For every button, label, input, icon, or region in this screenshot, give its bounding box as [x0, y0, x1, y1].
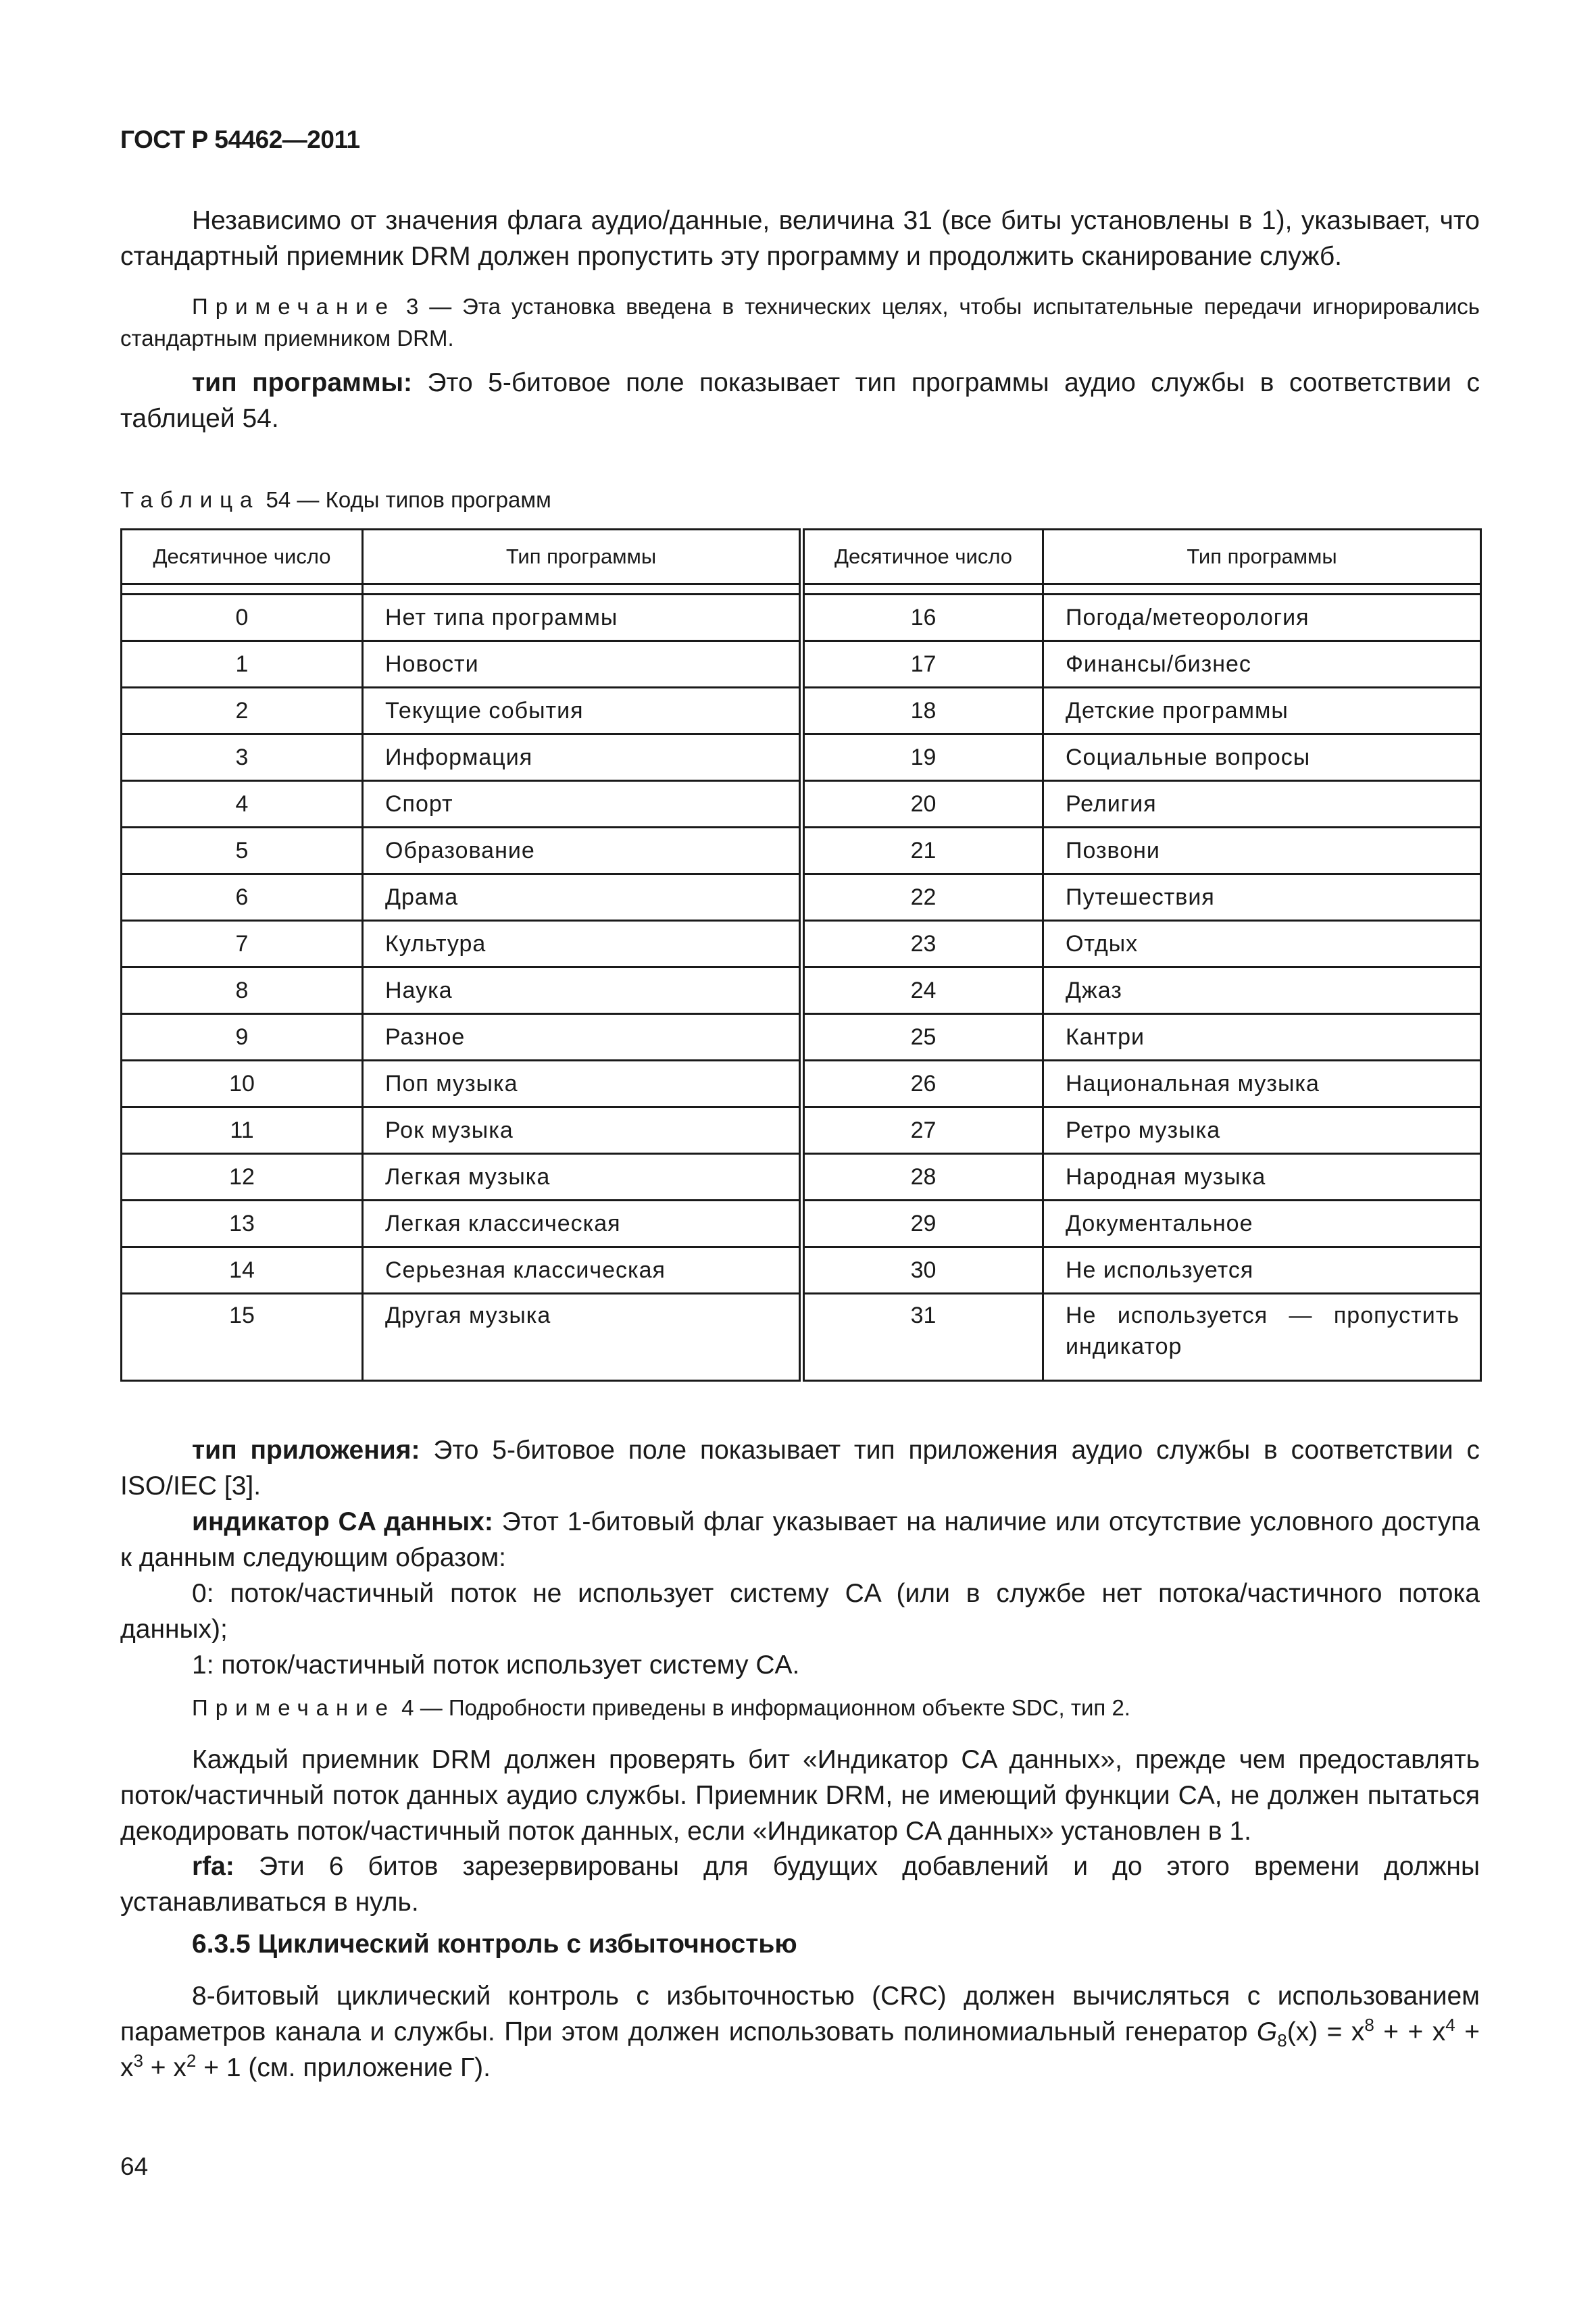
- formula-part: + 1 (см. приложение Г).: [196, 2053, 491, 2082]
- table-row: [122, 1201, 1481, 1247]
- note-4: [120, 1692, 1480, 1724]
- type-cell: Серьезная классическая: [363, 1247, 802, 1294]
- program-type-paragraph: [120, 365, 1480, 436]
- code-cell: 21: [802, 828, 1043, 874]
- code-cell: 3: [122, 734, 363, 781]
- code-cell: 30: [802, 1247, 1043, 1294]
- ca-option-0: 0: поток/частичный поток не использует систему CA (или в службе нет потока/частичного потока данных);: [120, 1579, 1480, 1644]
- note-3: [120, 291, 1480, 354]
- table-header-cell: Тип программы: [1043, 530, 1481, 584]
- code-cell: 16: [802, 595, 1043, 641]
- table-row: [122, 1154, 1481, 1201]
- formula-exp: 2: [186, 2051, 197, 2071]
- table-row: [122, 967, 1481, 1014]
- formula-exp: 8: [1364, 2015, 1374, 2035]
- table-row: [122, 874, 1481, 921]
- code-cell: 1: [122, 641, 363, 688]
- table-row: [122, 921, 1481, 967]
- rfa-text: Эти 6 битов зарезервированы для будущих добавлений и до этого времени должны устанавливаться в нуль.: [120, 1852, 1480, 1917]
- type-cell: Социальные вопросы: [1043, 734, 1481, 781]
- code-cell: 2: [122, 688, 363, 734]
- note-4-text: 4 — Подробности приведены в информационном объекте SDC, тип 2.: [395, 1695, 1130, 1720]
- type-cell: Религия: [1043, 781, 1481, 828]
- ca-indicator-paragraph: [120, 1504, 1480, 1576]
- type-cell: Национальная музыка: [1043, 1061, 1481, 1107]
- type-cell: Текущие события: [363, 688, 802, 734]
- app-type-text: Это 5-битовое поле показывает тип приложения аудио службы в соответствии с ISO/IEC [3].: [120, 1436, 1480, 1501]
- table-row: [122, 1014, 1481, 1061]
- table-row: [122, 641, 1481, 688]
- type-cell: Поп музыка: [363, 1061, 802, 1107]
- program-type-term: тип программы:: [192, 368, 413, 397]
- type-cell: Наука: [363, 967, 802, 1014]
- table-header-cell: Десятичное число: [802, 530, 1043, 584]
- type-cell: Образование: [363, 828, 802, 874]
- document-header: ГОСТ Р 54462—2011: [120, 126, 360, 153]
- type-cell: Разное: [363, 1014, 802, 1061]
- type-cell: Нет типа программы: [363, 595, 802, 641]
- code-cell: 27: [802, 1107, 1043, 1154]
- code-cell: 11: [122, 1107, 363, 1154]
- type-cell: Рок музыка: [363, 1107, 802, 1154]
- formula-exp: 4: [1445, 2015, 1455, 2035]
- code-cell: 15: [122, 1294, 363, 1381]
- table-row: [122, 1107, 1481, 1154]
- code-cell: 14: [122, 1247, 363, 1294]
- formula-exp: 3: [133, 2051, 143, 2071]
- code-cell: 17: [802, 641, 1043, 688]
- code-cell: 6: [122, 874, 363, 921]
- program-type-text: Это 5-битовое поле показывает тип программы аудио службы в соответствии с таблицей 54.: [120, 368, 1480, 433]
- code-cell: 19: [802, 734, 1043, 781]
- code-cell: 12: [122, 1154, 363, 1201]
- table-caption-text: 54 — Коды типов программ: [259, 487, 551, 512]
- code-cell: 28: [802, 1154, 1043, 1201]
- ca-option-1: 1: поток/частичный поток использует систему CA.: [192, 1651, 800, 1680]
- code-cell: 4: [122, 781, 363, 828]
- type-cell: Ретро музыка: [1043, 1107, 1481, 1154]
- ca-indicator-term: индикатор CA данных:: [192, 1507, 493, 1536]
- type-cell: Финансы/бизнес: [1043, 641, 1481, 688]
- code-cell: 7: [122, 921, 363, 967]
- intro-paragraph: Независимо от значения флага аудио/данные, величина 31 (все биты установлены в 1), указывает, что стандартный приемник DRM должен пропустить эту программу и продолжить сканирование служб.: [120, 206, 1480, 271]
- type-cell: Не используется — пропустить индикатор: [1043, 1294, 1481, 1381]
- code-cell: 29: [802, 1201, 1043, 1247]
- rfa-paragraph: [120, 1848, 1480, 1920]
- type-cell: Путешествия: [1043, 874, 1481, 921]
- type-cell: Погода/метеорология: [1043, 595, 1481, 641]
- type-cell: Не используется: [1043, 1247, 1481, 1294]
- table-header-row: [122, 530, 1481, 584]
- table-caption-label: Таблица: [120, 487, 260, 512]
- code-cell: 9: [122, 1014, 363, 1061]
- table-row: [122, 828, 1481, 874]
- code-cell: 0: [122, 595, 363, 641]
- ca-indicator-text: Этот 1-битовый флаг указывает на наличие или отсутствие условного доступа к данным следующим образом:: [120, 1507, 1480, 1572]
- code-cell: 20: [802, 781, 1043, 828]
- code-cell: 31: [802, 1294, 1043, 1381]
- app-type-term: тип приложения:: [192, 1436, 420, 1465]
- code-cell: 25: [802, 1014, 1043, 1061]
- table-header-cell: Тип программы: [363, 530, 802, 584]
- rfa-term: rfa:: [192, 1852, 234, 1881]
- page-number: 64: [120, 2153, 149, 2180]
- type-cell: Отдых: [1043, 921, 1481, 967]
- formula-g: G: [1256, 2017, 1278, 2046]
- code-cell: 23: [802, 921, 1043, 967]
- code-cell: 24: [802, 967, 1043, 1014]
- type-cell: Народная музыка: [1043, 1154, 1481, 1201]
- drm-paragraph: Каждый приемник DRM должен проверять бит «Индикатор CA данных», прежде чем предоставлять поток/частичный поток данных аудио службы. Приемник DRM, не имеющий функции CA, не должен пытаться декодировать поток/частичный поток данных, если «Индикатор CA данных» установлен в 1.: [120, 1745, 1480, 1846]
- formula-part: + + x: [1374, 2017, 1446, 2046]
- code-cell: 5: [122, 828, 363, 874]
- type-cell: Джаз: [1043, 967, 1481, 1014]
- program-types-table: [120, 528, 1482, 1382]
- table-caption: [120, 485, 551, 515]
- table-row: [122, 688, 1481, 734]
- table-row: [122, 1247, 1481, 1294]
- table-row: [122, 781, 1481, 828]
- type-cell: Спорт: [363, 781, 802, 828]
- type-cell: Кантри: [1043, 1014, 1481, 1061]
- table-row: [122, 734, 1481, 781]
- table-row: [122, 595, 1481, 641]
- note-3-label: Примечание: [192, 294, 396, 319]
- app-type-paragraph: [120, 1432, 1480, 1504]
- code-cell: 8: [122, 967, 363, 1014]
- type-cell: Легкая музыка: [363, 1154, 802, 1201]
- note-4-label: Примечание: [192, 1695, 396, 1720]
- type-cell: Новости: [363, 641, 802, 688]
- table-header-cell: Десятичное число: [122, 530, 363, 584]
- code-cell: 13: [122, 1201, 363, 1247]
- crc-paragraph: [120, 1978, 1480, 2086]
- code-cell: 18: [802, 688, 1043, 734]
- type-cell: Легкая классическая: [363, 1201, 802, 1247]
- section-title: 6.3.5 Циклический контроль с избыточностью: [192, 1930, 797, 1959]
- type-cell: Документальное: [1043, 1201, 1481, 1247]
- code-cell: 22: [802, 874, 1043, 921]
- code-cell: 26: [802, 1061, 1043, 1107]
- formula-sub: 8: [1277, 2030, 1287, 2051]
- formula-part: (x) = x: [1287, 2017, 1365, 2046]
- type-cell: Драма: [363, 874, 802, 921]
- formula-part: + x: [120, 2017, 1480, 2082]
- type-cell: Детские программы: [1043, 688, 1481, 734]
- note-3-text: 3 — Эта установка введена в технических целях, чтобы испытательные передачи игнорировались стандартным приемником DRM.: [120, 294, 1480, 351]
- type-cell: Позвони: [1043, 828, 1481, 874]
- type-cell: Другая музыка: [363, 1294, 802, 1381]
- table-row: [122, 1294, 1481, 1381]
- type-cell: Культура: [363, 921, 802, 967]
- formula-part: + x: [143, 2053, 186, 2082]
- crc-text: 8-битовый циклический контроль с избыточностью (CRC) должен вычисляться с использованием параметров канала и службы. При этом должен использовать полиномиальный генератор: [120, 1982, 1480, 2046]
- table-spacer-row: [122, 584, 1481, 595]
- code-cell: 10: [122, 1061, 363, 1107]
- type-cell: Информация: [363, 734, 802, 781]
- table-row: [122, 1061, 1481, 1107]
